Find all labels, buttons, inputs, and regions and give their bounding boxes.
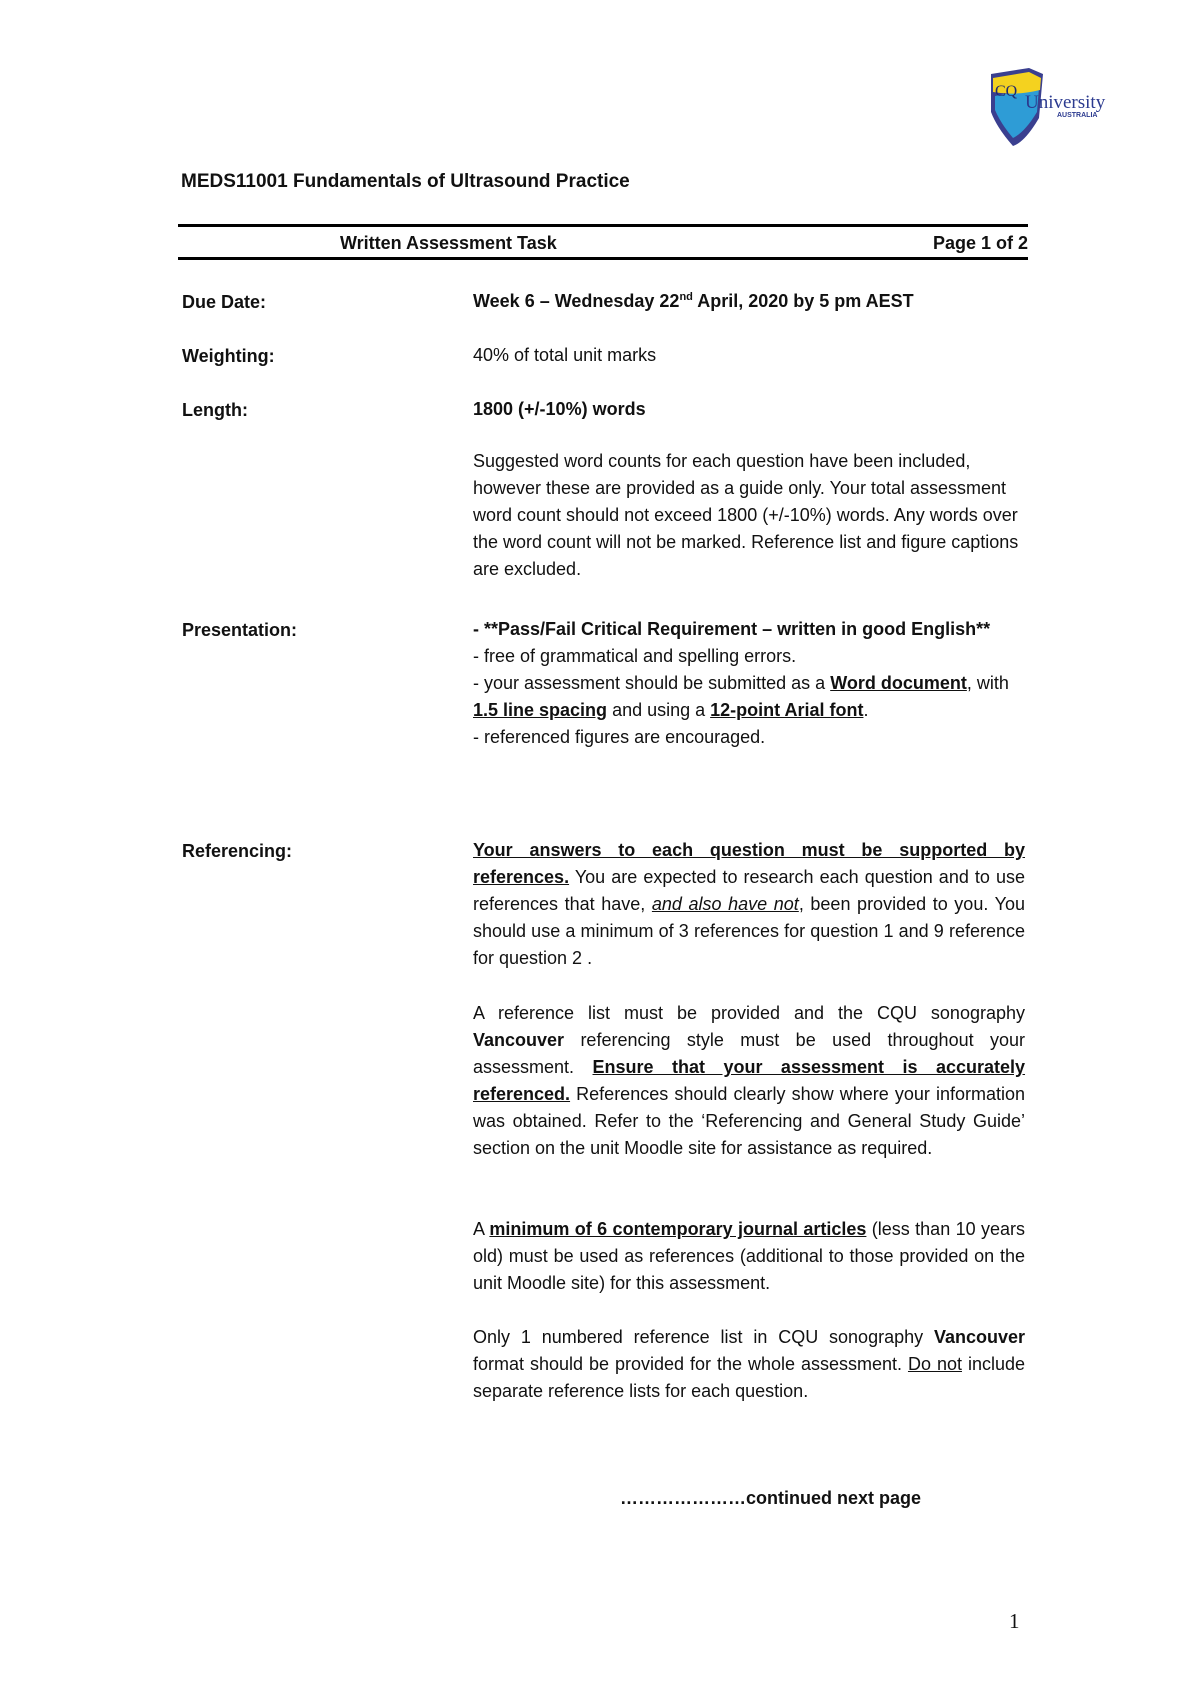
weighting-label: Weighting: [182, 346, 275, 366]
presentation-value [473, 616, 1025, 751]
referencing-paragraph-4: Only 1 numbered reference list in CQU sonography Vancouver format should be provided for the whole assessment. Do not include separate reference lists for each question. [473, 1327, 1025, 1401]
header-top-rule [178, 224, 1028, 227]
logo-country: AUSTRALIA [1057, 112, 1098, 119]
logo-name: University [1025, 92, 1106, 113]
referencing-paragraph-3: A minimum of 6 contemporary journal articles (less than 10 years old) must be used as references (additional to those provided on the unit Moodle site) for this assessment. [473, 1219, 1026, 1293]
presentation-label: Presentation: [182, 620, 298, 640]
presentation-format: - your assessment should be submitted as a Word document, with 1.5 line spacing and using a 12-point Arial font. [473, 673, 1009, 720]
presentation-critical: - **Pass/Fail Critical Requirement – written in good English** [473, 619, 991, 639]
length-note: Suggested word counts for each question have been included, however these are provided as a guide only. Your total assessment word count should not exceed 1800 (+/-10%) words. Any words over the word count will not be marked. Reference list and figure captions are excluded. [473, 451, 1019, 579]
page-number: 1 [1009, 1609, 1020, 1633]
logo-mark: CQ [995, 83, 1018, 100]
length-value: 1800 (+/-10%) words [473, 399, 646, 419]
course-title: MEDS11001 Fundamentals of Ultrasound Practice [181, 171, 630, 192]
due-date-label: Due Date: [182, 292, 267, 312]
task-header [178, 231, 1028, 255]
task-title: Written Assessment Task [340, 233, 557, 253]
continued-note: …………………continued next page [620, 1488, 922, 1508]
length-label: Length: [182, 400, 248, 420]
referencing-paragraph-2: A reference list must be provided and the CQU sonography Vancouver referencing style must be used throughout your assessment. Ensure that your assessment is accurately referenced. References should clearly show where your information was obtained. Refer to the ‘Referencing and General Study Guide’ section on the unit Moodle site for assistance as required. [473, 1003, 1026, 1158]
page-indicator: Page 1 of 2 [932, 233, 1028, 253]
presentation-figures: - referenced figures are encouraged. [473, 727, 766, 747]
weighting-value: 40% of total unit marks [473, 345, 657, 365]
due-date-value: Week 6 – Wednesday 22nd April, 2020 by 5 pm AEST [473, 291, 914, 311]
header-bottom-rule [178, 257, 1028, 260]
referencing-label: Referencing: [182, 841, 293, 861]
referencing-paragraph-1: Your answers to each question must be supported by references. You are expected to research each question and to use references that have, and also have not, been provided to you. You should use a minimum of 3 references for question 1 and 9 reference for question 2 . [473, 840, 1025, 968]
cqu-logo [985, 66, 1125, 148]
presentation-grammar: - free of grammatical and spelling errors. [473, 646, 797, 666]
